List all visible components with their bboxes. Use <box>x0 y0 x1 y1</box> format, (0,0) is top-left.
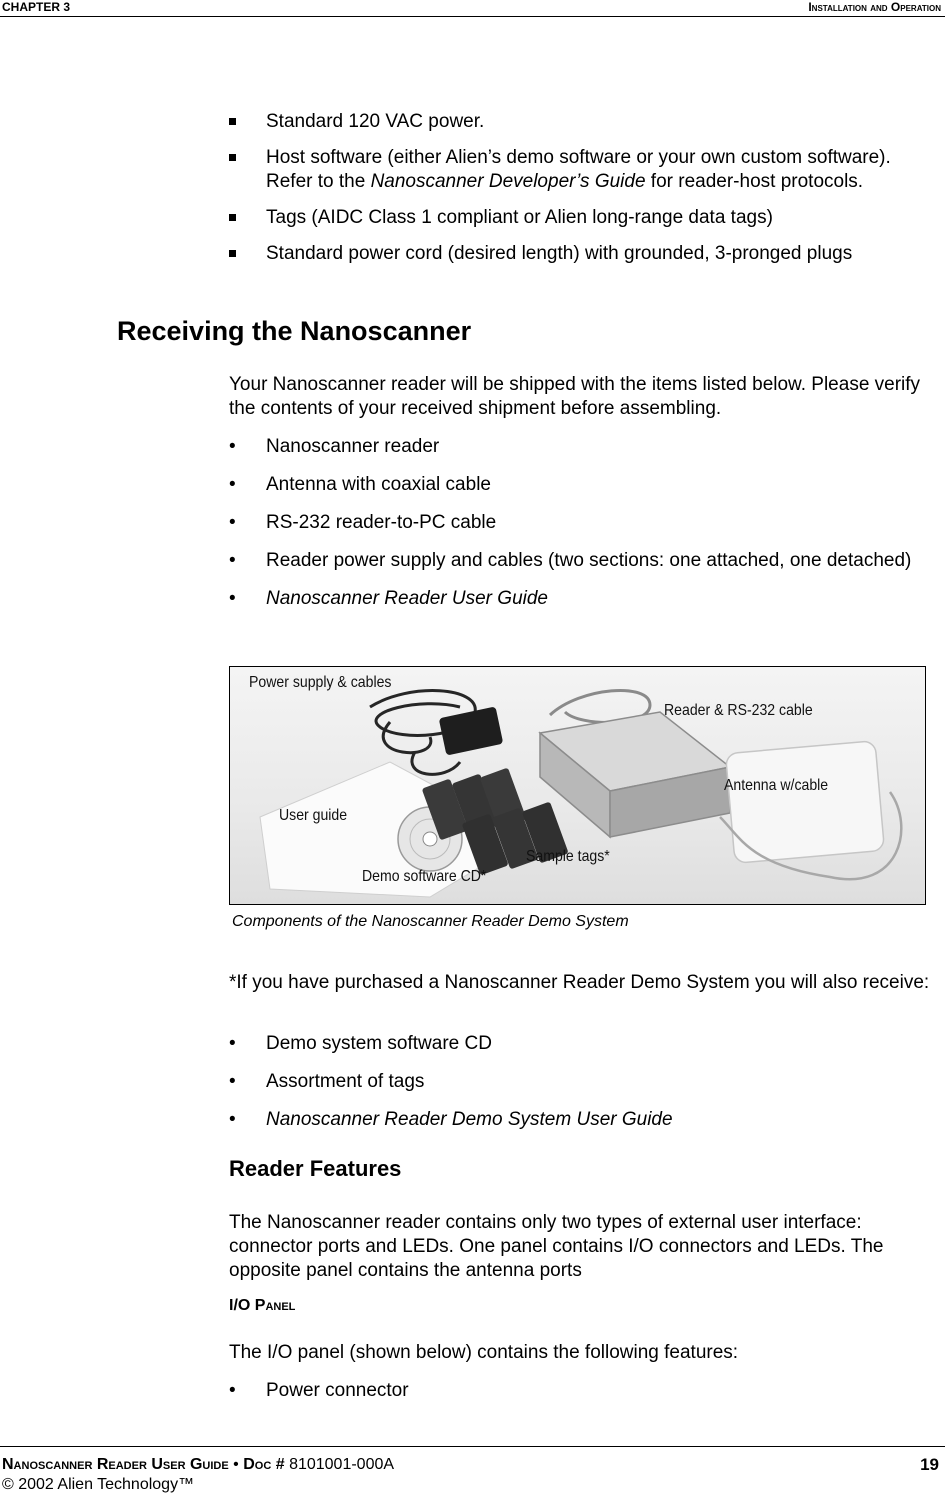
list-item: • Nanoscanner Reader Demo System User Guide <box>229 1109 673 1130</box>
bullet-icon: • <box>229 512 236 533</box>
bullet-icon: • <box>229 1033 236 1054</box>
list-item: • Assortment of tags <box>229 1071 425 1092</box>
square-bullet-icon <box>229 250 236 257</box>
requirements-list <box>229 110 939 278</box>
list-item: • RS-232 reader-to-PC cable <box>229 512 497 533</box>
label-reader-cable: Reader & RS-232 cable <box>664 702 813 719</box>
label-user-guide: User guide <box>279 807 348 824</box>
reader-features-body: The Nanoscanner reader contains only two types of external user interface: connector ports and LEDs. One panel contains I/O connectors and LEDs. The opposite panel contains the antenna ports <box>229 1212 884 1281</box>
list-item: Standard 120 VAC power. <box>229 110 939 134</box>
antenna-icon <box>725 741 884 864</box>
list-item: • Power connector <box>229 1380 409 1401</box>
page-footer <box>2 1455 394 1495</box>
developer-guide-reference: Nanoscanner Developer’s Guide <box>370 171 646 192</box>
demo-system-list <box>229 1032 941 1146</box>
list-item: Host software (either Alien’s demo software or your own custom software). Refer to the Nanoscanner Developer’s Guide for reader-host protocols. <box>229 146 939 194</box>
list-item: • Reader power supply and cables (two sections: one attached, one detached) <box>229 550 912 571</box>
page-number: 19 <box>920 1455 939 1474</box>
io-panel-list <box>229 1379 941 1417</box>
list-item: • Demo system software CD <box>229 1033 492 1054</box>
guide-title: Nanoscanner Reader User Guide <box>2 1456 229 1473</box>
receiving-intro: Your Nanoscanner reader will be shipped with the items listed below. Please verify the contents of your received shipment before assembling. <box>229 374 921 419</box>
list-item: • Nanoscanner reader <box>229 436 440 457</box>
section-heading: Receiving the Nanoscanner <box>117 316 472 346</box>
figure-caption: Components of the Nanoscanner Reader Demo System <box>232 913 629 930</box>
square-bullet-icon <box>229 118 236 125</box>
bullet-icon: • <box>229 474 236 495</box>
footer-separator: • <box>233 1456 239 1473</box>
square-bullet-icon <box>229 214 236 221</box>
bullet-icon: • <box>229 1380 236 1401</box>
doc-number: 8101001-000A <box>289 1456 395 1473</box>
bullet-icon: • <box>229 588 236 609</box>
shipment-list <box>229 435 941 625</box>
bullet-icon: • <box>229 1109 236 1130</box>
list-item: • Antenna with coaxial cable <box>229 474 491 495</box>
io-panel-body: The I/O panel (shown below) contains the following features: <box>229 1342 739 1363</box>
square-bullet-icon <box>229 154 236 161</box>
label-sample-tags: Sample tags* <box>526 848 610 865</box>
footer-rule <box>0 1446 945 1447</box>
header-rule <box>0 16 945 17</box>
components-photo <box>229 666 926 905</box>
label-power-supply: Power supply & cables <box>249 674 392 691</box>
label-antenna: Antenna w/cable <box>724 777 829 794</box>
io-panel-heading: I/O Panel <box>229 1297 296 1314</box>
section-label: Installation and Operation <box>808 0 941 14</box>
bullet-icon: • <box>229 550 236 571</box>
list-item: Tags (AIDC Class 1 compliant or Alien long-range data tags) <box>229 206 939 230</box>
doc-label: Doc # <box>243 1456 285 1473</box>
subsection-heading: Reader Features <box>229 1156 402 1181</box>
list-item: Standard power cord (desired length) with grounded, 3-pronged plugs <box>229 242 939 266</box>
copyright: © 2002 Alien Technology™ <box>2 1476 195 1493</box>
demo-system-intro: *If you have purchased a Nanoscanner Reader Demo System you will also receive: <box>229 972 930 993</box>
chapter-label: CHAPTER 3 <box>2 0 71 14</box>
power-brick-icon <box>439 706 504 755</box>
list-item: • Nanoscanner Reader User Guide <box>229 588 548 609</box>
bullet-icon: • <box>229 436 236 457</box>
page-header <box>0 0 945 16</box>
label-demo-cd: Demo software CD* <box>362 868 487 885</box>
bullet-icon: • <box>229 1071 236 1092</box>
